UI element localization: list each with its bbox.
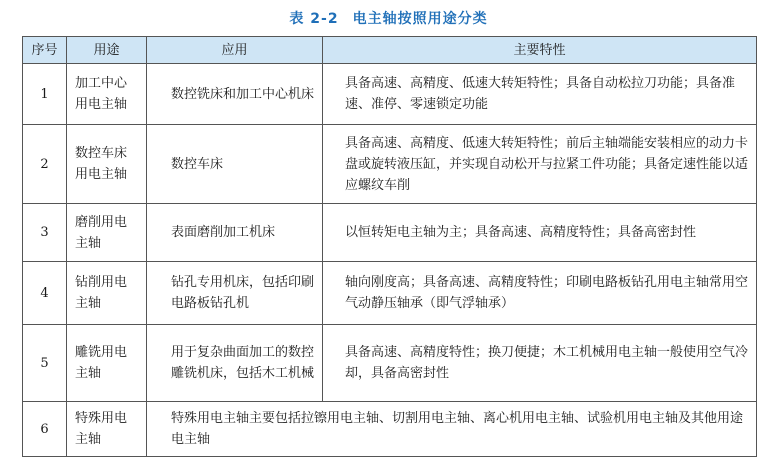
row-use: 加工中心用电主轴 <box>67 64 147 125</box>
table-row <box>23 64 757 125</box>
table-header-row <box>23 37 757 64</box>
table-number: 表 2-2 <box>289 11 339 27</box>
row-application: 用于复杂曲面加工的数控雕铣机床，包括木工机械 <box>147 325 323 402</box>
row-index: 6 <box>23 402 67 457</box>
row-merged-description: 特殊用电主轴主要包括拉镲用电主轴、切割用电主轴、离心机用电主轴、试验机用电主轴及其他用途电主轴 <box>147 402 757 457</box>
table-title <box>0 8 777 28</box>
table-caption: 电主轴按照用途分类 <box>352 11 488 27</box>
row-use: 雕铣用电主轴 <box>67 325 147 402</box>
row-use: 数控车床用电主轴 <box>67 125 147 204</box>
table-row <box>23 204 757 262</box>
row-application: 数控铣床和加工中心机床 <box>147 64 323 125</box>
row-use: 钻削用电主轴 <box>67 262 147 325</box>
row-index: 1 <box>23 64 67 125</box>
table-row <box>23 402 757 457</box>
row-features: 轴向刚度高；具备高速、高精度特性；印刷电路板钻孔用电主轴常用空气动静压轴承（即气浮轴承） <box>323 262 757 325</box>
row-features: 具备高速、高精度、低速大转矩特性；具备自动松拉刀功能；具备准速、准停、零速锁定功能 <box>323 64 757 125</box>
row-features: 具备高速、高精度特性；换刀便捷；木工机械用电主轴一般使用空气冷却，具备高密封性 <box>323 325 757 402</box>
header-use: 用途 <box>67 37 147 64</box>
classification-table <box>22 36 757 457</box>
row-use: 特殊用电主轴 <box>67 402 147 457</box>
row-application: 数控车床 <box>147 125 323 204</box>
row-index: 2 <box>23 125 67 204</box>
table-row <box>23 125 757 204</box>
row-application: 钻孔专用机床，包括印刷电路板钻孔机 <box>147 262 323 325</box>
header-features: 主要特性 <box>323 37 757 64</box>
row-features: 具备高速、高精度、低速大转矩特性；前后主轴端能安装相应的动力卡盘或旋转液压缸，并实现自动松开与拉紧工件功能；具备定速性能以适应螺纹车削 <box>323 125 757 204</box>
row-index: 5 <box>23 325 67 402</box>
row-use: 磨削用电主轴 <box>67 204 147 262</box>
row-index: 3 <box>23 204 67 262</box>
header-index: 序号 <box>23 37 67 64</box>
header-application: 应用 <box>147 37 323 64</box>
table-row <box>23 325 757 402</box>
row-index: 4 <box>23 262 67 325</box>
row-application: 表面磨削加工机床 <box>147 204 323 262</box>
table-row <box>23 262 757 325</box>
row-features: 以恒转矩电主轴为主；具备高速、高精度特性；具备高密封性 <box>323 204 757 262</box>
